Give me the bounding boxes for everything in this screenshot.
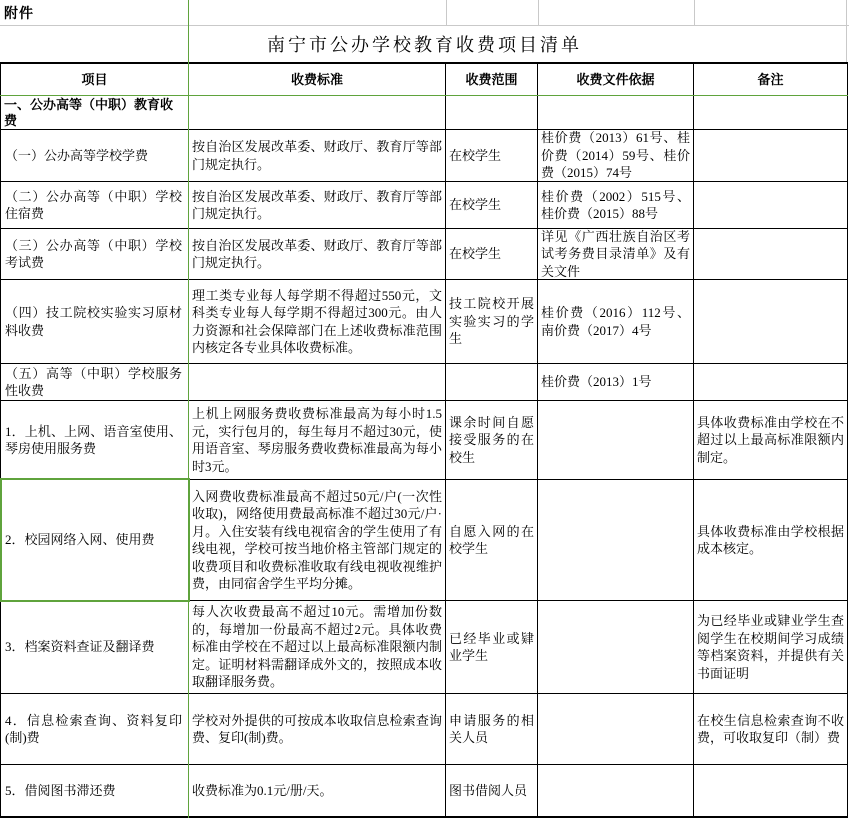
cell-scope[interactable]: 图书借阅人员 — [446, 765, 538, 818]
cell-basis[interactable]: 桂价费（2013）61号、桂价费（2014）59号、桂价费（2015）74号 — [538, 130, 694, 182]
gridline — [538, 0, 539, 25]
cell-scope[interactable]: 已经毕业或肄业学生 — [446, 601, 538, 694]
fee-table — [0, 62, 848, 818]
section-label-cell[interactable]: 一、公办高等（中职）教育收费 — [0, 96, 189, 130]
section-empty-cell[interactable] — [446, 96, 538, 130]
cell-standard[interactable]: 上机上网服务费收费标准最高为每小时1.5元，实行包月的，每生每月不超过30元，使用语音室、琴房服务费收费标准最高为每小时3元。 — [189, 401, 446, 480]
section-empty-cell[interactable] — [538, 96, 694, 130]
cell-item[interactable]: 2．校园网络入网、使用费 — [0, 480, 189, 601]
cell-standard[interactable]: 每人次收费最高不超过10元。需增加份数的，每增加一份最高不超过2元。具体收费标准由学校在不超过以上最高标准限额内制定。证明材料需翻译成外文的，按照成本收取翻译服务费。 — [189, 601, 446, 694]
cell-remark[interactable] — [694, 229, 848, 280]
cell-basis[interactable]: 桂价费（2013）1号 — [538, 364, 694, 401]
cell-standard[interactable]: 按自治区发展改革委、财政厅、教育厅等部门规定执行。 — [189, 182, 446, 229]
gridline — [446, 0, 447, 25]
cell-item[interactable]: 1．上机、上网、语音室使用、琴房使用服务费 — [0, 401, 189, 480]
cell-item[interactable]: （四）技工院校实验实习原材料收费 — [0, 280, 189, 364]
cell-standard[interactable]: 收费标准为0.1元/册/天。 — [189, 765, 446, 818]
header-scope[interactable]: 收费范围 — [446, 62, 538, 96]
header-standard[interactable]: 收费标准 — [189, 62, 446, 96]
cell-item[interactable]: （三）公办高等（中职）学校考试费 — [0, 229, 189, 280]
cell-basis[interactable] — [538, 480, 694, 601]
cell-scope[interactable]: 申请服务的相关人员 — [446, 694, 538, 765]
header-item[interactable]: 项目 — [0, 62, 189, 96]
cell-scope[interactable] — [446, 364, 538, 401]
cell-scope[interactable]: 在校学生 — [446, 229, 538, 280]
header-remark[interactable]: 备注 — [694, 62, 848, 96]
cell-basis[interactable] — [538, 694, 694, 765]
cell-remark[interactable] — [694, 364, 848, 401]
cell-remark[interactable] — [694, 182, 848, 229]
cell-remark[interactable] — [694, 765, 848, 818]
cell-scope[interactable]: 技工院校开展实验实习的学生 — [446, 280, 538, 364]
cell-standard[interactable]: 按自治区发展改革委、财政厅、教育厅等部门规定执行。 — [189, 130, 446, 182]
section-empty-cell[interactable] — [694, 96, 848, 130]
cell-remark[interactable] — [694, 130, 848, 182]
cell-standard[interactable]: 学校对外提供的可按成本收取信息检索查询费、复印(制)费。 — [189, 694, 446, 765]
cell-item[interactable]: 5．借阅图书滞还费 — [0, 765, 189, 818]
cell-basis[interactable] — [538, 401, 694, 480]
header-basis[interactable]: 收费文件依据 — [538, 62, 694, 96]
cell-remark[interactable]: 具体收费标准由学校在不超过以上最高标准限额内制定。 — [694, 401, 848, 480]
page-title: 南宁市公办学校教育收费项目清单 — [267, 34, 582, 55]
cell-scope[interactable]: 在校学生 — [446, 182, 538, 229]
cell-scope[interactable]: 自愿入网的在校学生 — [446, 480, 538, 601]
cell-remark[interactable]: 为已经毕业或肄业学生查阅学生在校期间学习成绩等档案资料，并提供有关书面证明 — [694, 601, 848, 694]
attachment-row — [0, 0, 849, 25]
cell-item[interactable]: 3．档案资料查证及翻译费 — [0, 601, 189, 694]
cell-basis[interactable] — [538, 765, 694, 818]
cell-standard[interactable]: 入网费收费标准最高不超过50元/户(一次性收取)，网络使用费最高标准不超过30元/户·月。入住安装有线电视宿舍的学生使用了有线电视，学校可按当地价格主管部门规定的收费项目和收费标准收取有线电视收视维护费，由同宿舍学生平均分摊。 — [189, 480, 446, 601]
cell-standard[interactable]: 按自治区发展改革委、财政厅、教育厅等部门规定执行。 — [189, 229, 446, 280]
cell-basis[interactable] — [538, 601, 694, 694]
cell-item[interactable]: （二）公办高等（中职）学校住宿费 — [0, 182, 189, 229]
cell-standard[interactable]: 理工类专业每人每学期不得超过550元，文科类专业每人每学期不得超过300元。由人力资源和社会保障部门在上述收费标准范围内核定各专业具体收费标准。 — [189, 280, 446, 364]
title-row — [0, 25, 849, 62]
gridline — [694, 0, 695, 25]
cell-basis[interactable]: 桂价费（2016）112号、南价费（2017）4号 — [538, 280, 694, 364]
cell-scope[interactable]: 在校学生 — [446, 130, 538, 182]
cell-remark[interactable]: 具体收费标准由学校根据成本核定。 — [694, 480, 848, 601]
attachment-label: 附件 — [4, 7, 34, 22]
cell-basis[interactable]: 桂价费（2002）515号、桂价费（2015）88号 — [538, 182, 694, 229]
cell-scope[interactable]: 课余时间自愿接受服务的在校生 — [446, 401, 538, 480]
section-empty-cell[interactable] — [189, 96, 446, 130]
cell-item[interactable]: 4．信息检索查询、资料复印(制)费 — [0, 694, 189, 765]
cell-basis[interactable]: 详见《广西壮族自治区考试考务费目录清单》及有关文件 — [538, 229, 694, 280]
cell-standard[interactable] — [189, 364, 446, 401]
cell-remark[interactable] — [694, 280, 848, 364]
cell-remark[interactable]: 在校生信息检索查询不收费，可收取复印（制）费 — [694, 694, 848, 765]
cell-item[interactable]: （一）公办高等学校学费 — [0, 130, 189, 182]
cell-item[interactable]: （五）高等（中职）学校服务性收费 — [0, 364, 189, 401]
